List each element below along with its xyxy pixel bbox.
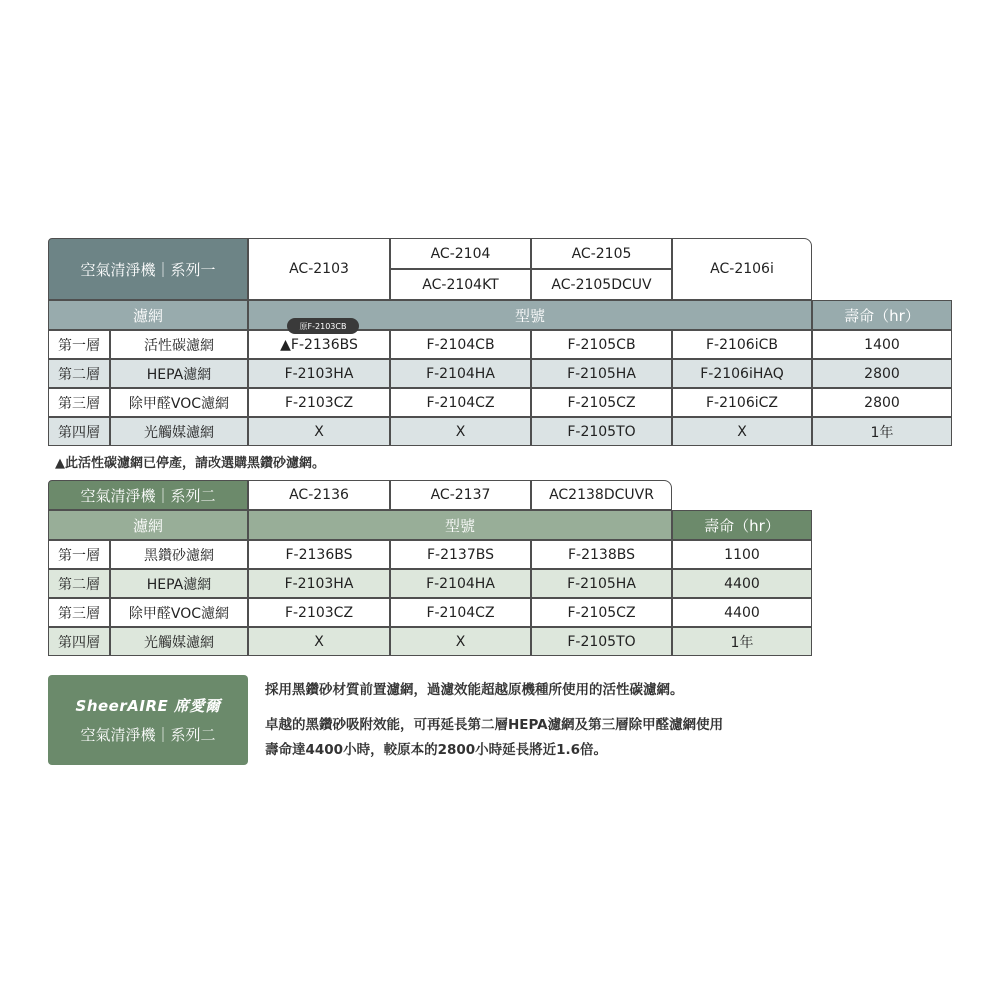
layer-label: 第三層: [48, 598, 110, 627]
filter-name: 除甲醛VOC濾網: [110, 388, 248, 417]
filter-name: 光觸媒濾網: [110, 417, 248, 446]
filter-code: F-2137BS: [390, 540, 531, 569]
filter-code: F-2106iCZ: [672, 388, 812, 417]
layer-label: 第四層: [48, 417, 110, 446]
filter-code: F-2103HA: [248, 569, 390, 598]
discontinued-note: ▲此活性碳濾網已停產，請改選購黑鑽砂濾網。: [55, 456, 325, 471]
filter-code: F-2103CZ: [248, 598, 390, 627]
filter-code: F-2104CZ: [390, 388, 531, 417]
series1-life-header: 壽命（hr）: [812, 300, 952, 330]
series1-model-ac2105: AC-2105: [531, 238, 672, 269]
series1-model-ac2105dcuv: AC-2105DCUV: [531, 269, 672, 300]
filter-life: 2800: [812, 359, 952, 388]
filter-code: F-2105HA: [531, 359, 672, 388]
series2-model-ac2136: AC-2136: [248, 480, 390, 510]
series1-model-ac2104kt: AC-2104KT: [390, 269, 531, 300]
filter-name: HEPA濾網: [110, 569, 248, 598]
filter-name: 黑鑽砂濾網: [110, 540, 248, 569]
description-line-3: 壽命達4400小時，較原本的2800小時延長將近1.6倍。: [265, 742, 608, 758]
filter-code: X: [390, 417, 531, 446]
series1-model-ac2104: AC-2104: [390, 238, 531, 269]
series2-life-header: 壽命（hr）: [672, 510, 812, 540]
filter-code: F-2105TO: [531, 627, 672, 656]
series1-model-ac2106i: AC-2106i: [672, 238, 812, 300]
filter-code: F-2103HA: [248, 359, 390, 388]
series2-model-header: 型號: [248, 510, 672, 540]
filter-code: F-2104CB: [390, 330, 531, 359]
filter-code: F-2103CZ: [248, 388, 390, 417]
original-code-badge: 原F-2103CB: [287, 318, 359, 334]
layer-label: 第一層: [48, 540, 110, 569]
series1-model-header: 型號: [248, 300, 812, 330]
filter-life: 1年: [672, 627, 812, 656]
series1-title: 空氣清淨機｜系列一: [48, 238, 248, 300]
filter-code: X: [390, 627, 531, 656]
filter-code: F-2104HA: [390, 359, 531, 388]
description-line-2: 卓越的黑鑽砂吸附效能，可再延長第二層HEPA濾網及第三層除甲醛濾網使用: [265, 717, 724, 733]
filter-code: F-2106iCB: [672, 330, 812, 359]
layer-label: 第三層: [48, 388, 110, 417]
filter-name: 活性碳濾網: [110, 330, 248, 359]
filter-life: 4400: [672, 598, 812, 627]
layer-label: 第四層: [48, 627, 110, 656]
layer-label: 第二層: [48, 569, 110, 598]
filter-code: F-2105HA: [531, 569, 672, 598]
filter-life: 1400: [812, 330, 952, 359]
filter-life: 4400: [672, 569, 812, 598]
filter-life: 2800: [812, 388, 952, 417]
filter-code: F-2105TO: [531, 417, 672, 446]
brand-logo: SheerAIRE 席愛爾: [75, 697, 221, 715]
layer-label: 第一層: [48, 330, 110, 359]
filter-code: X: [672, 417, 812, 446]
series2-filter-header: 濾網: [48, 510, 248, 540]
layer-label: 第二層: [48, 359, 110, 388]
brand-subtitle: 空氣清淨機｜系列二: [80, 726, 216, 744]
description-line-1: 採用黑鑽砂材質前置濾網，過濾效能超越原機種所使用的活性碳濾網。: [265, 682, 684, 698]
filter-name: 光觸媒濾網: [110, 627, 248, 656]
filter-code: F-2136BS: [248, 540, 390, 569]
series2-model-ac2137: AC-2137: [390, 480, 531, 510]
filter-code: F-2105CZ: [531, 598, 672, 627]
series2-model-ac2138dcuvr: AC2138DCUVR: [531, 480, 672, 510]
filter-code: ▲F-2136BS: [248, 330, 390, 359]
filter-life: 1年: [812, 417, 952, 446]
filter-code: X: [248, 627, 390, 656]
brand-box: [48, 675, 248, 765]
filter-code: X: [248, 417, 390, 446]
filter-name: 除甲醛VOC濾網: [110, 598, 248, 627]
filter-code: F-2105CZ: [531, 388, 672, 417]
series1-filter-header: 濾網: [48, 300, 248, 330]
series1-model-ac2103: AC-2103: [248, 238, 390, 300]
series2-title: 空氣清淨機｜系列二: [48, 480, 248, 510]
filter-code: F-2104HA: [390, 569, 531, 598]
filter-code: F-2105CB: [531, 330, 672, 359]
filter-code: F-2104CZ: [390, 598, 531, 627]
filter-name: HEPA濾網: [110, 359, 248, 388]
filter-code: F-2138BS: [531, 540, 672, 569]
filter-code: F-2106iHAQ: [672, 359, 812, 388]
filter-life: 1100: [672, 540, 812, 569]
